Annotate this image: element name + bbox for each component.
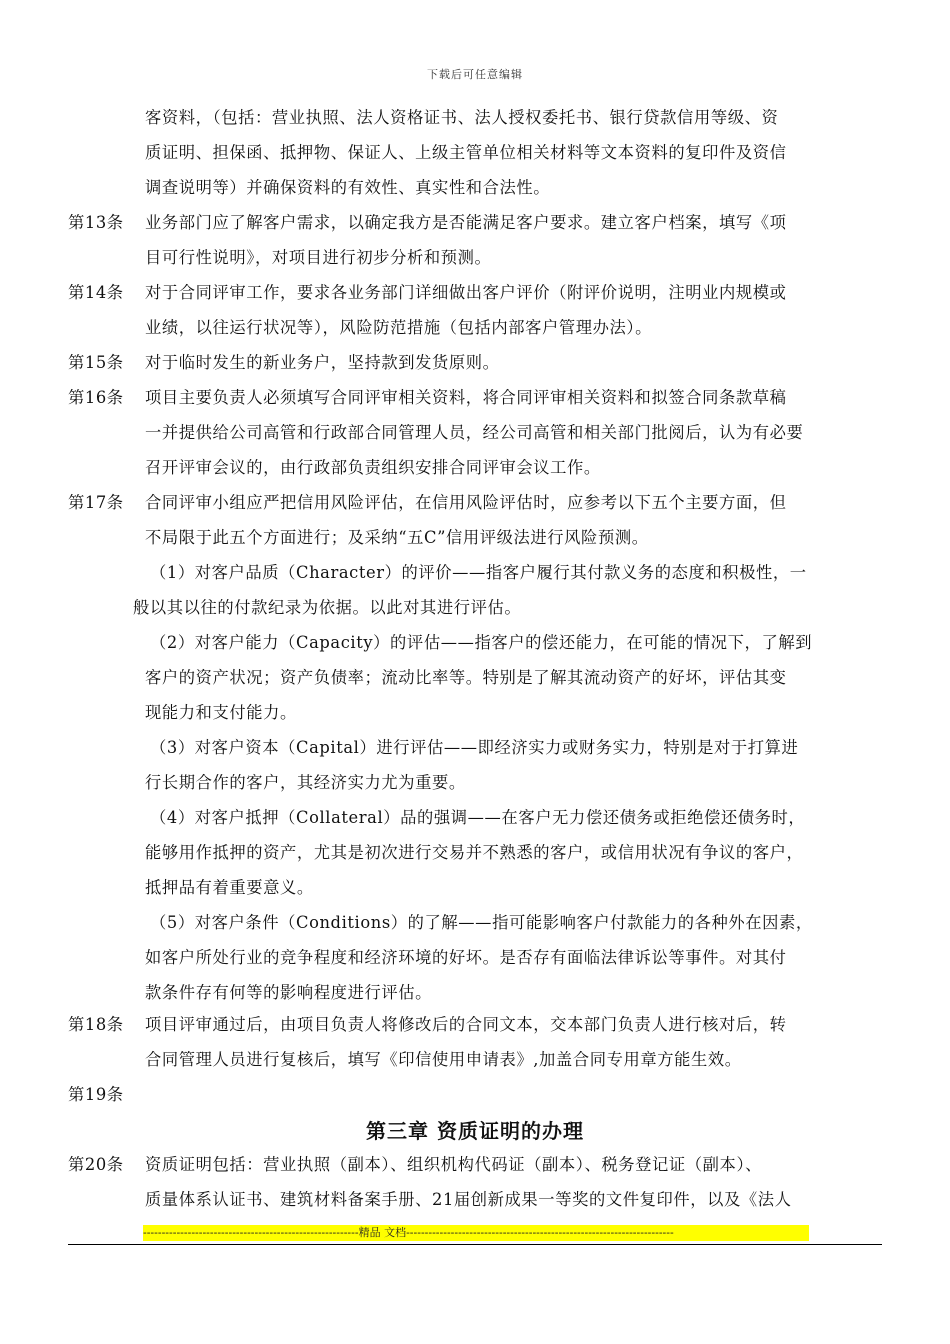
page-footer: ----------------------------------------------------------精品 文档------------------------------------------------------------------------ — [143, 1226, 674, 1239]
body-line: 一并提供给公司高管和行政部合同管理人员，经公司高管和相关部门批阅后，认为有必要 — [145, 423, 804, 442]
body-line: 业务部门应了解客户需求，以确定我方是否能满足客户要求。建立客户档案，填写《项 — [145, 213, 787, 232]
body-line: （3）对客户资本（Capital）进行评估——即经济实力或财务实力，特别是对于打算进 — [150, 738, 799, 757]
body-line: （5）对客户条件（Conditions）的了解——指可能影响客户付款能力的各种外在因素， — [150, 913, 813, 932]
body-line: 如客户所处行业的竞争程度和经济环境的好坏。是否存有面临法律诉讼等事件。对其付 — [145, 948, 787, 967]
body-line: 合同评审小组应严把信用风险评估，在信用风险评估时，应参考以下五个主要方面，但 — [145, 493, 787, 512]
body-line: 调查说明等）并确保资料的有效性、真实性和合法性。 — [145, 178, 551, 197]
body-line: （2）对客户能力（Capacity）的评估——指客户的偿还能力，在可能的情况下，了解到 — [150, 633, 813, 652]
body-line: 客资料，（包括：营业执照、法人资格证书、法人授权委托书、银行贷款信用等级、资 — [145, 108, 779, 127]
body-line: 般以其以往的付款纪录为依据。以此对其进行评估。 — [133, 598, 522, 617]
article-label-13: 第13条 — [68, 213, 124, 232]
body-line: 项目评审通过后，由项目负责人将修改后的合同文本，交本部门负责人进行核对后，转 — [145, 1015, 787, 1034]
body-line: 业绩，以往运行状况等），风险防范措施（包括内部客户管理办法）。 — [145, 318, 653, 337]
body-line: 款条件存有何等的影响程度进行评估。 — [145, 983, 432, 1002]
article-label-18: 第18条 — [68, 1015, 124, 1034]
article-label-20: 第20条 — [68, 1155, 124, 1174]
body-line: 行长期合作的客户，其经济实力尤为重要。 — [145, 773, 466, 792]
body-line: （4）对客户抵押（Collateral）品的强调——在客户无力偿还债务或拒绝偿还债务时， — [150, 808, 806, 827]
body-line: 召开评审会议的，由行政部负责组织安排合同评审会议工作。 — [145, 458, 601, 477]
article-label-19: 第19条 — [68, 1085, 124, 1104]
body-line: 现能力和支付能力。 — [145, 703, 297, 722]
article-label-16: 第16条 — [68, 388, 124, 407]
page-header: 下载后可任意编辑 — [427, 68, 523, 81]
article-label-15: 第15条 — [68, 353, 124, 372]
chapter-title: 第三章 资质证明的办理 — [366, 1119, 584, 1143]
body-line: 客户的资产状况；资产负债率；流动比率等。特别是了解其流动资产的好坏，评估其变 — [145, 668, 787, 687]
footer-divider — [68, 1244, 882, 1245]
body-line: 合同管理人员进行复核后，填写《印信使用申请表》,加盖合同专用章方能生效。 — [145, 1050, 742, 1069]
body-line: 资质证明包括：营业执照（副本）、组织机构代码证（副本）、税务登记证（副本）、 — [145, 1155, 763, 1174]
article-label-14: 第14条 — [68, 283, 124, 302]
body-line: 不局限于此五个方面进行；及采纳“五C”信用评级法进行风险预测。 — [145, 528, 649, 547]
body-line: 质量体系认证书、建筑材料备案手册、21届创新成果一等奖的文件复印件，以及《法人 — [145, 1190, 792, 1209]
body-line: 对于临时发生的新业务户，坚持款到发货原则。 — [145, 353, 500, 372]
article-label-17: 第17条 — [68, 493, 124, 512]
body-line: （1）对客户品质（Character）的评价——指客户履行其付款义务的态度和积极性，一 — [150, 563, 807, 582]
body-line: 抵押品有着重要意义。 — [145, 878, 314, 897]
body-line: 项目主要负责人必须填写合同评审相关资料，将合同评审相关资料和拟签合同条款草稿 — [145, 388, 787, 407]
body-line: 目可行性说明》，对项目进行初步分析和预测。 — [145, 248, 492, 267]
body-line: 能够用作抵押的资产，尤其是初次进行交易并不熟悉的客户，或信用状况有争议的客户， — [145, 843, 804, 862]
body-line: 对于合同评审工作，要求各业务部门详细做出客户评价（附评价说明，注明业内规模或 — [145, 283, 787, 302]
body-line: 质证明、担保函、抵押物、保证人、上级主管单位相关材料等文本资料的复印件及资信 — [145, 143, 787, 162]
